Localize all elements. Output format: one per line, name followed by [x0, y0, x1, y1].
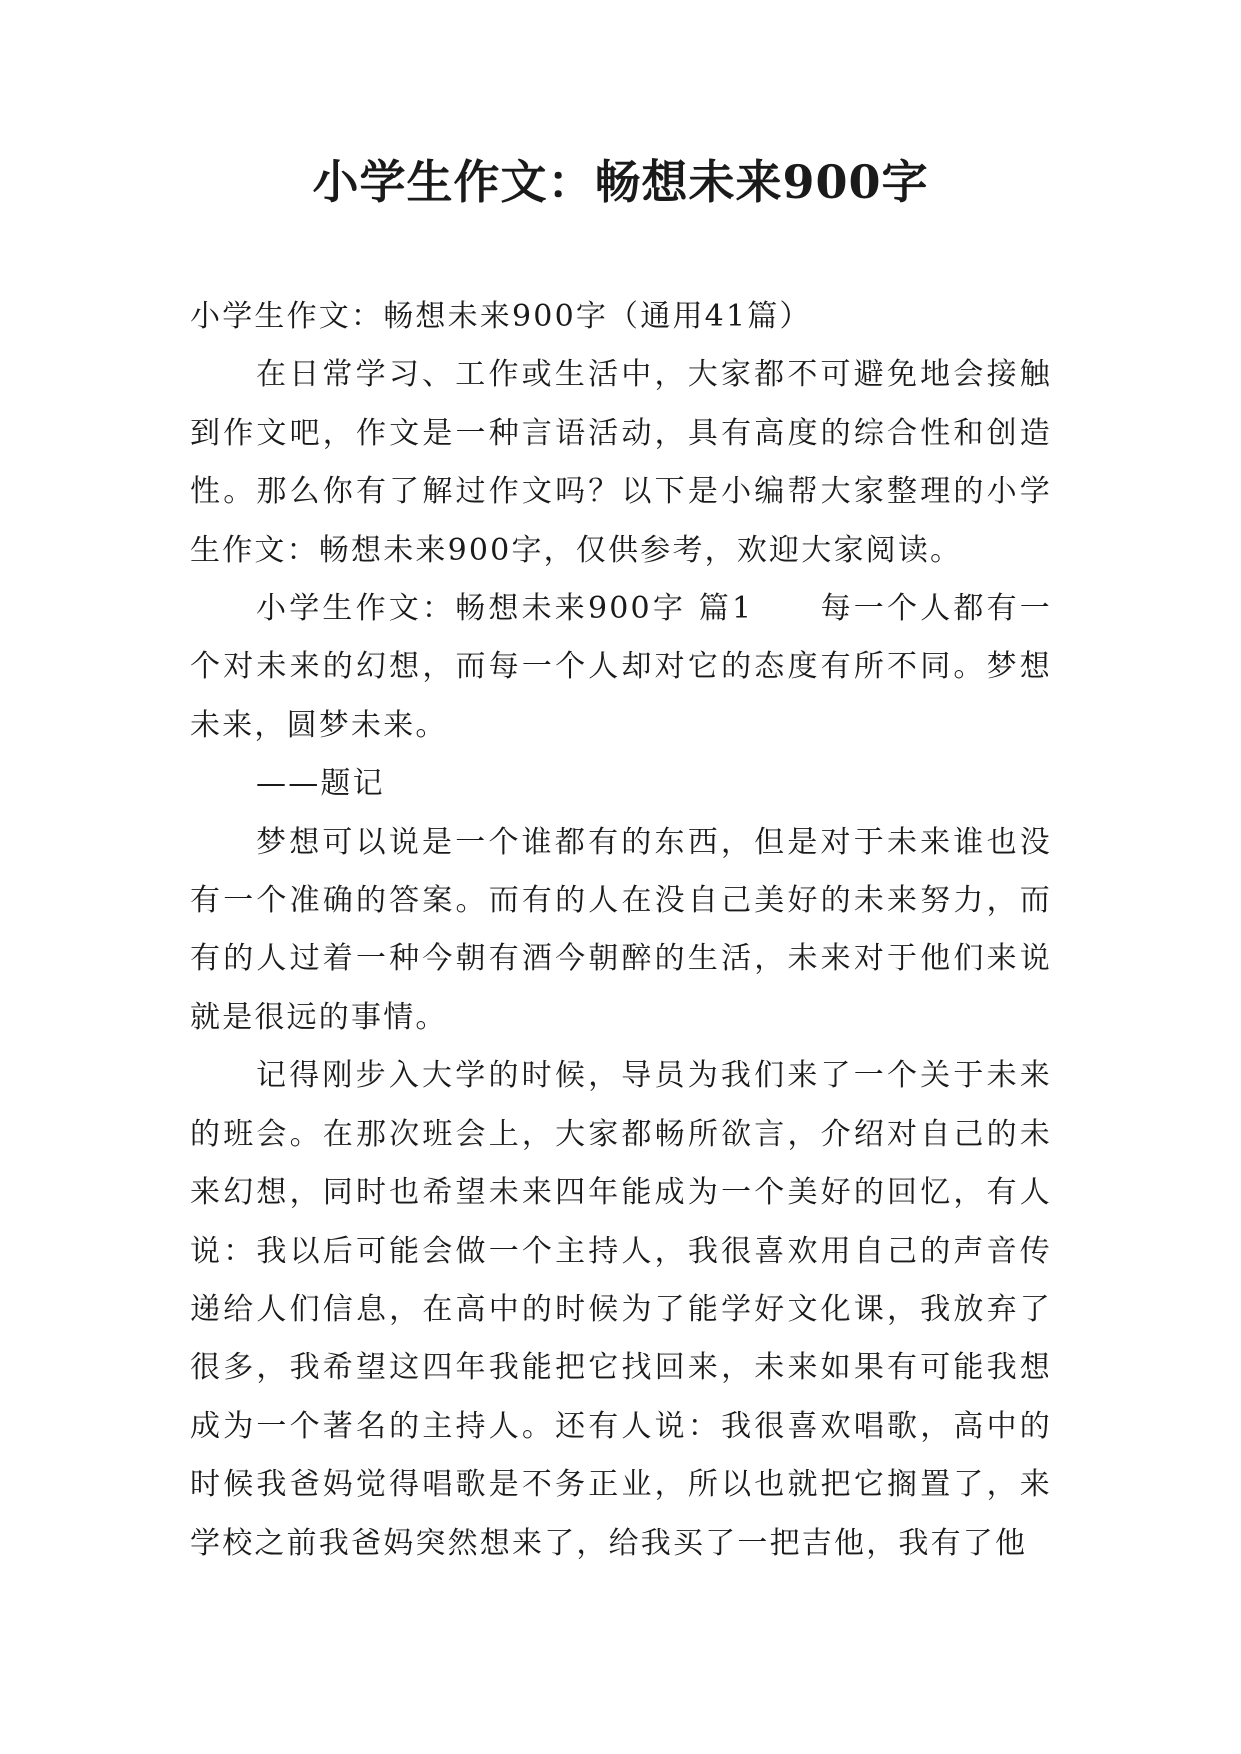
paragraph-essay-1-opening: 小学生作文：畅想未来900字 篇1 每一个人都有一个对未来的幻想，而每一个人却对它的态度有所不同。梦想未来，圆梦未来。 — [190, 591, 1052, 743]
document-title: 小学生作文：畅想未来900字 — [312, 155, 929, 209]
paragraph-dream: 梦想可以说是一个谁都有的东西，但是对于未来谁也没有一个准确的答案。而有的人在没自己美好的未来努力，而有的人过着一种今朝有酒今朝醉的生活，未来对于他们来说就是很远的事情。 — [190, 824, 1052, 1035]
paragraph-intro: 在日常学习、工作或生活中，大家都不可避免地会接触到作文吧，作文是一种言语活动，具有高度的综合性和创造性。那么你有了解过作文吗？以下是小编帮大家整理的小学生作文：畅想未来900字，仅供参考，欢迎大家阅读。 — [190, 357, 1052, 568]
paragraph-epigraph: ——题记 — [256, 766, 385, 802]
paragraph-subtitle: 小学生作文：畅想未来900字（通用41篇） — [190, 299, 812, 334]
document-body — [190, 288, 1052, 1573]
paragraph-class-meeting: 记得刚步入大学的时候，导员为我们来了一个关于未来的班会。在那次班会上，大家都畅所欲言，介绍对自己的未来幻想，同时也希望未来四年能成为一个美好的回忆，有人说：我以后可能会做一个主持人，我很喜欢用自己的声音传递给人们信息，在高中的时候为了能学好文化课，我放弃了很多，我希望这四年我能把它找回来，未来如果有可能我想成为一个著名的主持人。还有人说：我很喜欢唱歌，高中的时候我爸妈觉得唱歌是不务正业，所以也就把它搁置了，来学校之前我爸妈突然想来了，给我买了一把吉他，我有了他 — [190, 1058, 1052, 1561]
